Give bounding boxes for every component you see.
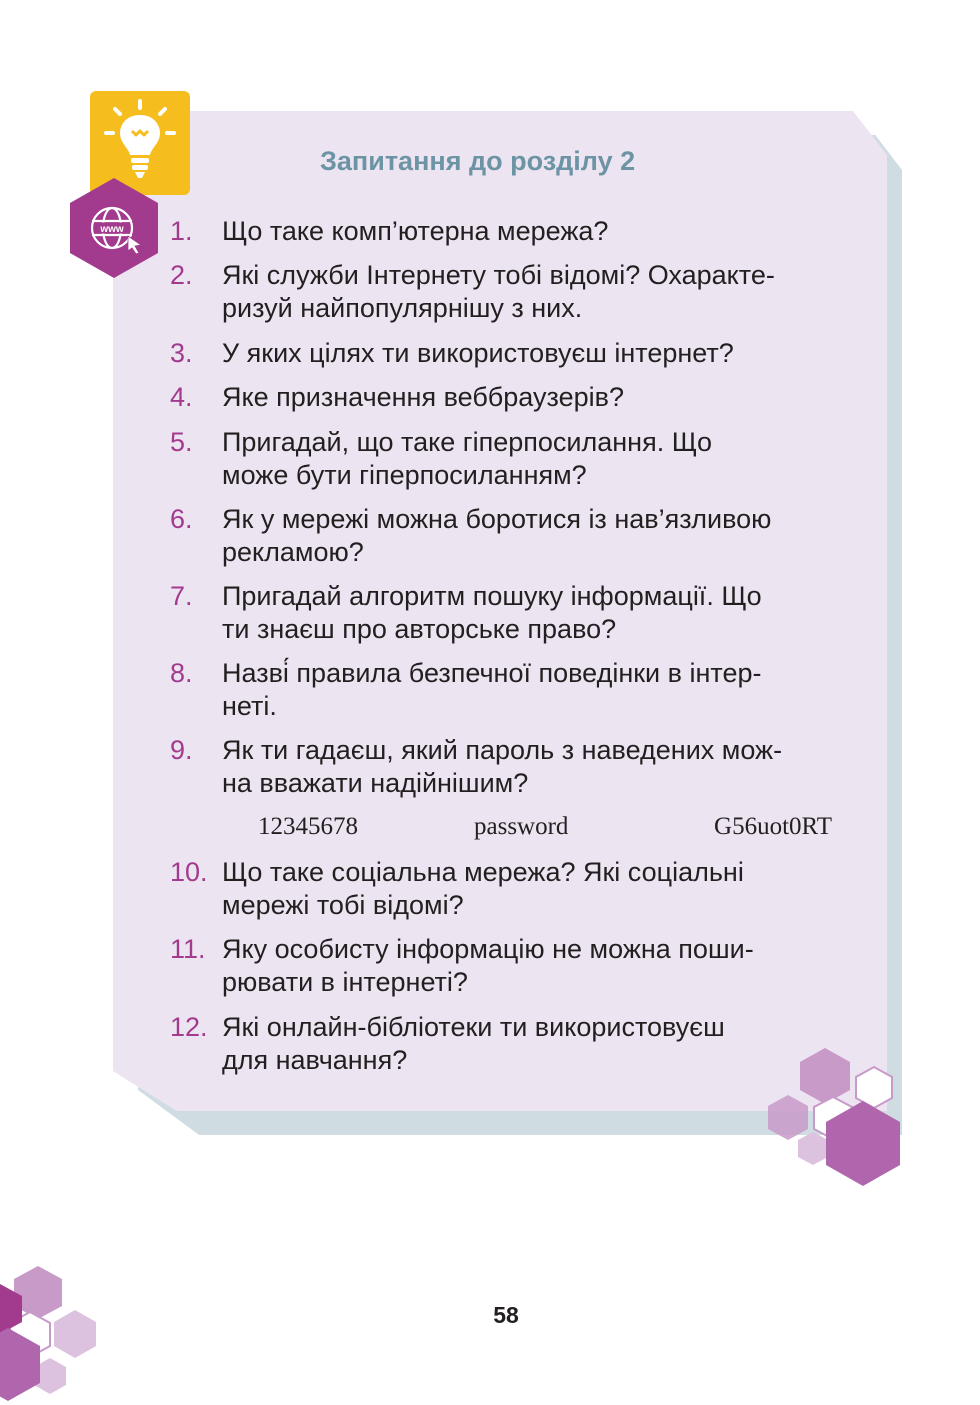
question-text: У яких цілях ти використовуєш інтернет? <box>222 338 734 368</box>
question-number: 7. <box>170 581 193 611</box>
question-number: 3. <box>170 338 193 368</box>
question-number: 1. <box>170 216 193 246</box>
question-text: Пригадай, що таке гіперпосилання. Що може бути гіперпосиланням? <box>222 427 713 490</box>
question-number: 2. <box>170 260 193 290</box>
question-number: 6. <box>170 504 193 534</box>
question-text: Що таке комп’ютерна мережа? <box>222 216 609 246</box>
question-text: Назві́ правила безпечної поведінки в інтер- неті. <box>222 658 762 721</box>
password-option-2: password <box>474 813 569 840</box>
globe-www-icon <box>70 178 158 278</box>
question-number: 4. <box>170 382 193 412</box>
question-text: Що таке соціальна мережа? Які соціальні мережі тобі відомі? <box>222 857 744 920</box>
question-text: Які служби Інтернету тобі відомі? Охаракте- ризуй найпопулярнішу з них. <box>222 260 775 323</box>
question-number: 9. <box>170 735 193 765</box>
question-text: Пригадай алгоритм пошуку інформації. Що ти знаєш про авторське право? <box>222 581 762 644</box>
question-number: 12. <box>170 1012 208 1042</box>
question-number: 5. <box>170 427 193 457</box>
question-text: Яке призначення веббраузерів? <box>222 382 624 412</box>
question-number: 11. <box>170 934 206 964</box>
question-text: Яку особисту інформацію не можна поши- рювати в інтернеті? <box>222 934 754 997</box>
password-option-3: G56uot0RT <box>714 813 832 840</box>
question-text: Як ти гадаєш, який пароль з наведених мож- на вважати надійнішим? <box>222 735 783 798</box>
hexagon-decoration-right <box>760 1045 910 1195</box>
question-number: 10. <box>170 857 208 887</box>
svg-text:www: www <box>100 224 124 235</box>
hexagon-decoration-left <box>0 1260 110 1405</box>
question-number: 8. <box>170 658 193 688</box>
section-title: Запитання до розділу 2 <box>320 146 636 176</box>
page-number: 58 <box>493 1302 519 1328</box>
question-text: Які онлайн-бібліотеки ти використовуєш для навчання? <box>222 1012 725 1075</box>
password-option-1: 12345678 <box>258 813 358 840</box>
question-text: Як у мережі можна боротися із нав’язливою рекламою? <box>222 504 772 567</box>
